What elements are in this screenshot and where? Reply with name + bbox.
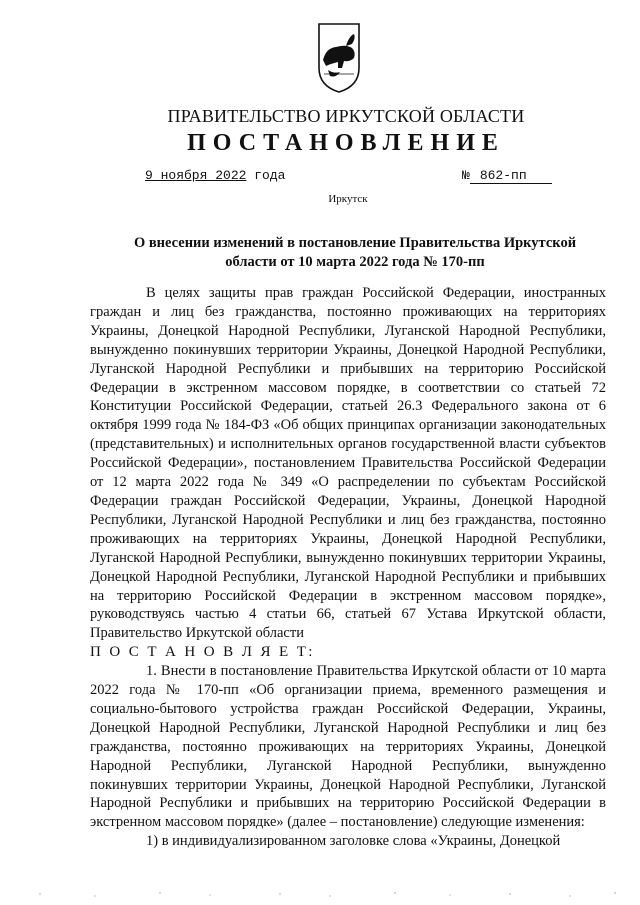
government-name: ПРАВИТЕЛЬСТВО ИРКУТСКОЙ ОБЛАСТИ: [167, 106, 525, 126]
preamble-paragraph: В целях защиты прав граждан Российской Федерации, иностранных граждан и лиц без гражданства, постоянно проживающих на территориях Украины, Донецкой Народной Республики, Луганской Народной Республики, вынужденно покинувших территории Украины, Донецкой Народной Республики, Луганской Народной Республики и прибывших на территорию Российской Федерации в экстренном массовом порядке, в соответствии со статьей 72 Конституции Российской Федерации, статьей 26.3 Федерального закона от 6 октября 1999 года № 184-ФЗ «Об общих принципах организации законодательных (представительных) и исполнительных органов государственной власти субъектов Российской Федерации», постановлением Правительства Российской Федерации от 12 марта 2022 года № 349 «О распределении по субъектам Российской Федерации граждан Российской Федерации, Украины, Донецкой Народной Республики, Луганской Народной Республики и лиц без гражданства, постоянно проживающих на территориях Украины, Донецкой Народной Республики, Луганской Народной Республики, вынужденно покинувших территории Украины, Донецкой Народной Республики, Луганской Народной Республики и прибывших на территорию Российской Федерации в экстренном массовом порядке», руководствуясь частью 4 статьи 66, статьей 67 Устава Иркутской области, Правительство Иркутской области: [90, 285, 606, 642]
resolves-line: П О С Т А Н О В Л Я Е Т:: [90, 644, 315, 661]
document-date: [145, 168, 285, 183]
number-prefix: №: [462, 168, 470, 183]
document-body: [90, 284, 606, 851]
city-name: Иркутск: [328, 193, 368, 205]
item-1-paragraph: 1. Внести в постановление Правительства Иркутской области от 10 марта 2022 года № 170-пп «Об организации приема, временного размещения и социально-бытового устройства граждан Российской Федерации, Украины, Донецкой Народной Республики, Луганской Народной Республики и лиц без гражданства, постоянно проживающих на территориях Украины, Донецкой Народной Республики, Луганской Народной Республики, вынужденно покинувших территории Украины, Донецкой Народной Республики, Луганской Народной Республики и прибывших на территорию Российской Федерации в экстренном массовом порядке» (далее – постановление) следующие изменения:: [90, 663, 606, 831]
document-title: О внесении изменений в постановление Правительства Иркутской области от 10 марта 2022 года № 170-пп: [133, 235, 577, 270]
document-number: [462, 168, 552, 184]
date-suffix: года: [246, 168, 286, 183]
scan-noise: [0, 880, 640, 905]
irkutsk-coat-of-arms-icon: [316, 22, 362, 94]
date-value: 9 ноября 2022: [145, 168, 247, 183]
number-value: 862-пп: [470, 168, 552, 184]
item-1-1-paragraph: 1) в индивидуализированном заголовке слова «Украины, Донецкой: [146, 833, 561, 850]
document-type: ПОСТАНОВЛЕНИЕ: [187, 130, 505, 156]
